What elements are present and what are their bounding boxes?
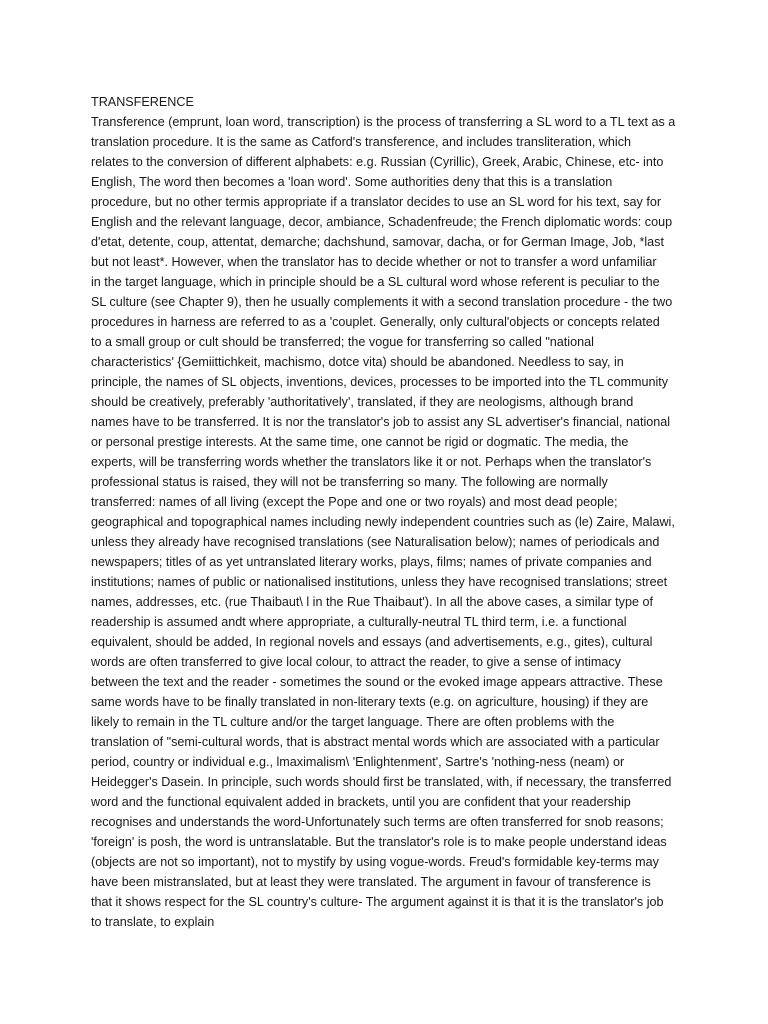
text-line: unless they already have recognised translations (see Naturalisation below); names of periodicals and bbox=[91, 535, 660, 549]
text-line: have been mistranslated, but at least they were translated. The argument in favour of transference is bbox=[91, 875, 651, 889]
text-line: to translate, to explain bbox=[91, 915, 215, 929]
text-line: relates to the conversion of different alphabets: e.g. Russian (Cyrillic), Greek, Arabic, Chinese, etc- into bbox=[91, 155, 664, 169]
text-line: names, addresses, etc. (rue Thaibaut\ l in the Rue Thaibaut'). In all the above cases, a similar type of bbox=[91, 595, 653, 609]
text-line: words are often transferred to give local colour, to attract the reader, to give a sense of intimacy bbox=[91, 655, 621, 669]
text-line: experts, will be transferring words whether the translators like it or not. Perhaps when the translator's bbox=[91, 455, 652, 469]
text-line: institutions; names of public or nationalised institutions, unless they have recognised translations; street bbox=[91, 575, 668, 589]
text-line: period, country or individual e.g., lmaximalism\ 'Enlightenment', Sartre's 'nothing-ness (neam) or bbox=[91, 755, 625, 769]
text-line: that it shows respect for the SL country's culture- The argument against it is that it is the translator's job bbox=[91, 895, 664, 909]
text-line: procedures in harness are referred to as a 'couplet. Generally, only cultural'objects or concepts related bbox=[91, 315, 660, 329]
document-body bbox=[91, 92, 691, 932]
text-line: translation procedure. It is the same as Catford's transference, and includes transliteration, which bbox=[91, 135, 632, 149]
text-line: in the target language, which in principle should be a SL cultural word whose referent is peculiar to the bbox=[91, 275, 660, 289]
text-line: English, The word then becomes a 'loan word'. Some authorities deny that this is a translation bbox=[91, 175, 613, 189]
text-line: principle, the names of SL objects, inventions, devices, processes to be imported into the TL community bbox=[91, 375, 669, 389]
text-line: 'foreign' is posh, the word is untranslatable. But the translator's role is to make people understand ideas bbox=[91, 835, 667, 849]
text-line: transferred: names of all living (except the Pope and one or two royals) and most dead people; bbox=[91, 495, 618, 509]
text-line: newspapers; titles of as yet untranslated literary works, plays, films; names of private companies and bbox=[91, 555, 652, 569]
text-line: names have to be transferred. It is nor the translator's job to assist any SL advertiser's financial, national bbox=[91, 415, 671, 429]
text-line: equivalent, should be added, In regional novels and essays (and advertisements, e.g., gites), cultural bbox=[91, 635, 653, 649]
text-line: geographical and topographical names including newly independent countries such as (le) Zaire, Malawi, bbox=[91, 515, 675, 529]
text-line: procedure, but no other termis appropriate if a translator decides to use an SL word for his text, say for bbox=[91, 195, 662, 209]
text-line: (objects are not so important), not to mystify by using vogue-words. Freud's formidable key-terms may bbox=[91, 855, 659, 869]
text-line: likely to remain in the TL culture and/or the target language. There are often problems with the bbox=[91, 715, 615, 729]
text-line: Transference (emprunt, loan word, transcription) is the process of transferring a SL word to a TL text as a bbox=[91, 115, 676, 129]
text-line: but not least*. However, when the translator has to decide whether or not to transfer a word unfamiliar bbox=[91, 255, 657, 269]
text-line: same words have to be finally translated in non-literary texts (e.g. on agriculture, housing) if they are bbox=[91, 695, 649, 709]
text-line: translation of "semi-cultural words, that is abstract mental words which are associated with a particular bbox=[91, 735, 660, 749]
text-line: characteristics' {Gemiittichkeit, machismo, dotce vita) should be abandoned. Needless to say, in bbox=[91, 355, 624, 369]
text-line: Heidegger's Dasein. In principle, such words should first be translated, with, if necessary, the transferred bbox=[91, 775, 672, 789]
text-line: professional status is raised, they will not be transferring so many. The following are normally bbox=[91, 475, 608, 489]
text-line: between the text and the reader - sometimes the sound or the evoked image appears attractive. These bbox=[91, 675, 663, 689]
text-line: word and the functional equivalent added in brackets, until you are confident that your readership bbox=[91, 795, 631, 809]
text-line: recognises and understands the word-Unfortunately such terms are often transferred for snob reasons; bbox=[91, 815, 664, 829]
text-line: readership is assumed andt where appropriate, a culturally-neutral TL third term, i.e. a functional bbox=[91, 615, 627, 629]
text-line: or personal prestige interests. At the same time, one cannot be rigid or dogmatic. The media, the bbox=[91, 435, 629, 449]
text-line: English and the relevant language, decor, ambiance, Schadenfreude; the French diplomatic words: coup bbox=[91, 215, 673, 229]
text-line: should be creatively, preferably 'authoritatively', translated, if they are neologisms, although brand bbox=[91, 395, 634, 409]
document-title: TRANSFERENCE bbox=[91, 95, 194, 109]
text-line: d'etat, detente, coup, attentat, demarche; dachshund, samovar, dacha, or for German Image, Job, *last bbox=[91, 235, 664, 249]
text-line: to a small group or cult should be transferred; the vogue for transferring so called "national bbox=[91, 335, 594, 349]
text-line: SL culture (see Chapter 9), then he usually complements it with a second translation procedure - the two bbox=[91, 295, 673, 309]
